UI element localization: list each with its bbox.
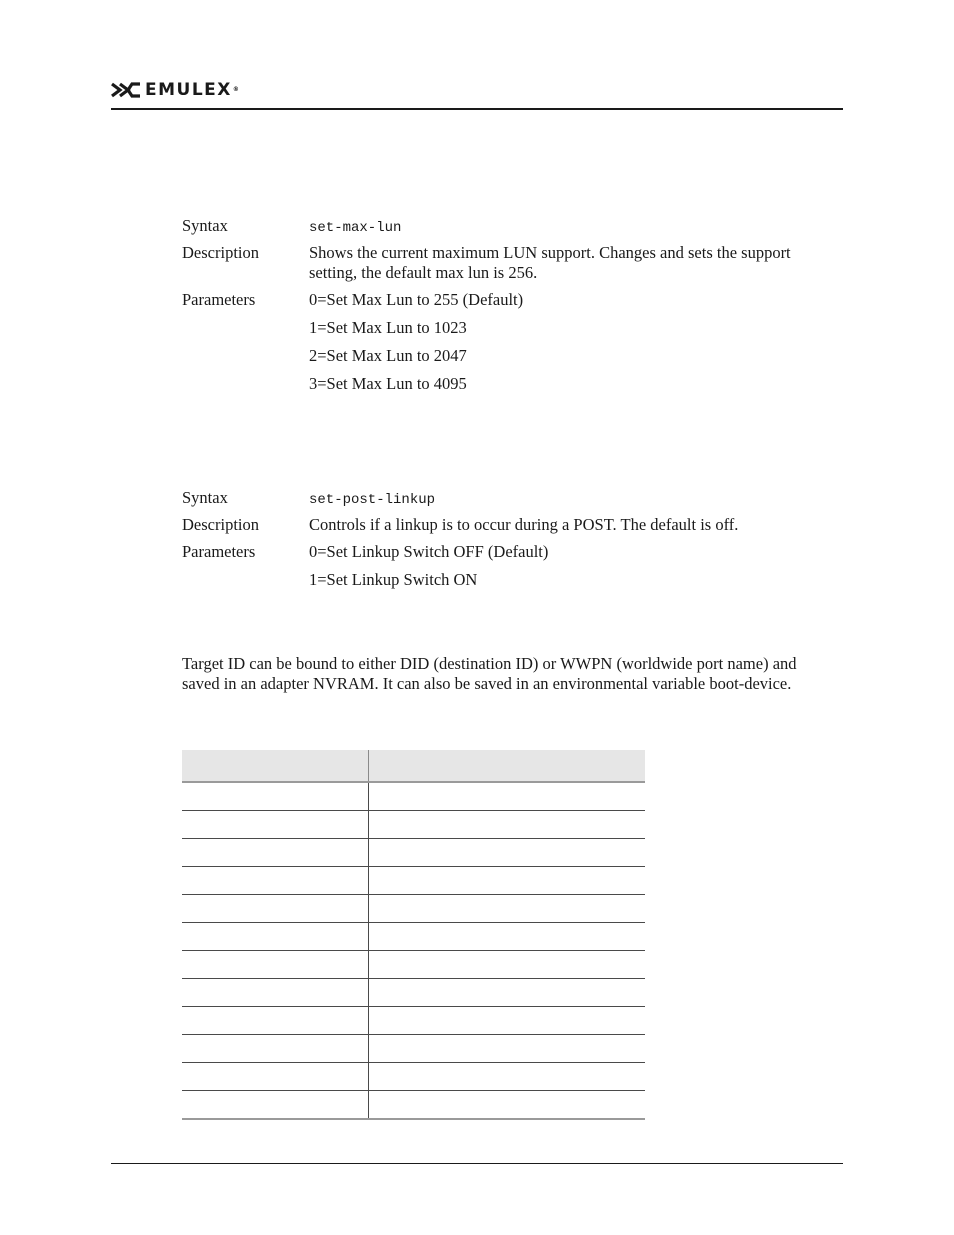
table-row bbox=[182, 895, 645, 923]
table-cell bbox=[182, 782, 369, 811]
table-row bbox=[182, 1007, 645, 1035]
table-row bbox=[182, 1063, 645, 1091]
syntax-label: Syntax bbox=[182, 488, 228, 507]
command-set-max-lun bbox=[182, 216, 822, 402]
table-cell bbox=[182, 979, 369, 1007]
table-cell bbox=[369, 839, 646, 867]
table-header-row bbox=[182, 750, 645, 782]
emulex-logo-icon bbox=[111, 82, 141, 98]
table-cell bbox=[182, 951, 369, 979]
table-cell bbox=[182, 1035, 369, 1063]
table-cell bbox=[182, 811, 369, 839]
table-cell bbox=[182, 1063, 369, 1091]
parameter-item: 3=Set Max Lun to 4095 bbox=[309, 374, 467, 393]
table-cell bbox=[369, 979, 646, 1007]
footer-rule bbox=[111, 1163, 843, 1164]
table-cell bbox=[182, 1091, 369, 1120]
table-cell bbox=[369, 867, 646, 895]
command-set-post-linkup bbox=[182, 488, 822, 598]
table-body bbox=[182, 782, 645, 1119]
table-cell bbox=[369, 1063, 646, 1091]
description-label: Description bbox=[182, 515, 259, 534]
parameter-item: 1=Set Max Lun to 1023 bbox=[309, 318, 467, 337]
parameter-item: 0=Set Max Lun to 255 (Default) bbox=[309, 290, 524, 309]
table-row bbox=[182, 811, 645, 839]
logo-trademark: ® bbox=[232, 86, 241, 93]
syntax-row bbox=[182, 488, 822, 515]
parameters-row bbox=[182, 542, 822, 570]
table-cell bbox=[182, 839, 369, 867]
table-cell bbox=[369, 1035, 646, 1063]
table-row bbox=[182, 951, 645, 979]
table-cell bbox=[369, 782, 646, 811]
table-cell bbox=[369, 895, 646, 923]
table-cell bbox=[182, 923, 369, 951]
parameters-row bbox=[182, 346, 822, 374]
table-cell bbox=[182, 867, 369, 895]
table-cell bbox=[369, 923, 646, 951]
description-label: Description bbox=[182, 243, 259, 262]
logo-wordmark: EMULEX® bbox=[145, 80, 241, 100]
description-row bbox=[182, 243, 822, 290]
table-header-cell bbox=[369, 750, 646, 782]
parameter-item: 1=Set Linkup Switch ON bbox=[309, 570, 478, 589]
emulex-logo bbox=[111, 81, 240, 99]
table-cell bbox=[369, 811, 646, 839]
parameters-row bbox=[182, 318, 822, 346]
table-cell bbox=[369, 1007, 646, 1035]
table-row bbox=[182, 839, 645, 867]
header-rule bbox=[111, 108, 843, 110]
description-value: Controls if a linkup is to occur during a POST. The default is off. bbox=[309, 515, 739, 534]
table-cell bbox=[182, 1007, 369, 1035]
syntax-value: set-post-linkup bbox=[309, 492, 436, 508]
parameters-row bbox=[182, 570, 822, 598]
table-row bbox=[182, 867, 645, 895]
table-header-cell bbox=[182, 750, 369, 782]
table-cell bbox=[182, 895, 369, 923]
description-value: Shows the current maximum LUN support. Changes and sets the support setting, the default max lun is 256. bbox=[309, 243, 791, 282]
table-cell bbox=[369, 1091, 646, 1120]
syntax-row bbox=[182, 216, 822, 243]
body-paragraph: Target ID can be bound to either DID (destination ID) or WWPN (worldwide port name) and saved in an adapter NVRAM. It can also be saved in an environmental variable boot-device. bbox=[182, 654, 797, 693]
table-row bbox=[182, 923, 645, 951]
table-row bbox=[182, 782, 645, 811]
syntax-value: set-max-lun bbox=[309, 220, 402, 236]
table-row bbox=[182, 1091, 645, 1120]
parameter-item: 0=Set Linkup Switch OFF (Default) bbox=[309, 542, 549, 561]
table-row bbox=[182, 979, 645, 1007]
parameters-row bbox=[182, 290, 822, 318]
table-cell bbox=[369, 951, 646, 979]
syntax-label: Syntax bbox=[182, 216, 228, 235]
data-table bbox=[182, 750, 645, 1120]
parameters-label: Parameters bbox=[182, 290, 256, 309]
table-row bbox=[182, 1035, 645, 1063]
description-row bbox=[182, 515, 822, 542]
parameters-label: Parameters bbox=[182, 542, 256, 561]
parameter-item: 2=Set Max Lun to 2047 bbox=[309, 346, 467, 365]
parameters-row bbox=[182, 374, 822, 402]
